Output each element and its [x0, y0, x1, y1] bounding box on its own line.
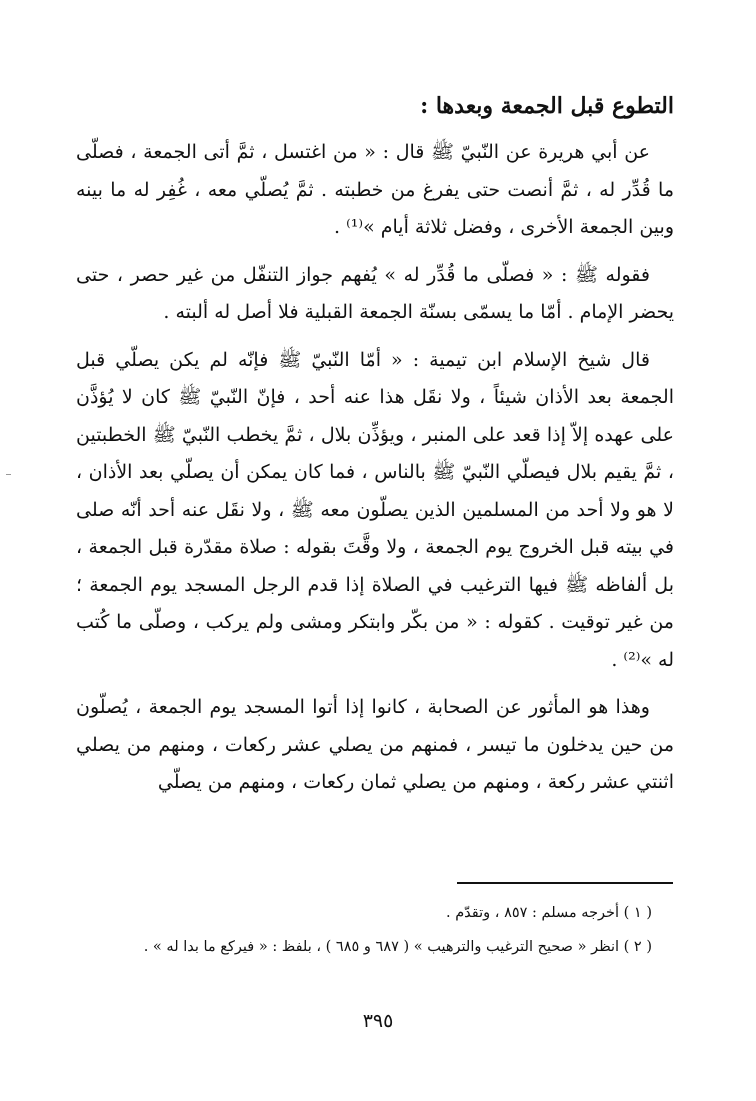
paragraph-ibn-taymiyyah — [76, 342, 674, 680]
paragraph-companions-text: وهذا هو المأثور عن الصحابة ، كانوا إذا أتوا المسجد يوم الجمعة ، يُصلّون من حين يدخلون ما تيسر ، فمنهم من يصلي عشر ركعات ، ومنهم من يصلي اثنتي عشر ركعة ، ومنهم من يصلي ثمان ركعات ، ومنهم من يصلّي — [76, 696, 674, 793]
paragraph-hadith — [76, 134, 674, 247]
page-number: ٣٩٥ — [362, 1010, 394, 1032]
paragraph-explanation-text: فقوله ﷺ : « فصلّى ما قُدِّر له » يُفهم جواز التنفّل من غير حصر ، حتى يحضر الإمام . أمّا ما يسمّى بسنّة الجمعة القبلية فلا أصل له ألبته . — [76, 263, 674, 323]
paragraph-explanation — [76, 257, 674, 332]
section-heading: التطوع قبل الجمعة وبعدها : — [420, 93, 674, 119]
footnote-1: ( ١ ) أخرجه مسلم : ٨٥٧ ، وتقدّم . — [445, 905, 652, 921]
footnotes — [60, 896, 674, 964]
scan-edge-mark — [6, 474, 11, 475]
paragraph-hadith-text: عن أبي هريرة عن النّبيّ ﷺ قال : « من اغتسل ، ثمَّ أتى الجمعة ، فصلّى ما قُدِّر له ، ثمَّ أنصت حتى يفرغ من خطبته . ثمَّ يُصلّي معه ، غُفِر له ما بينه وبين الجمعة الأخرى ، وفضل ثلاثة أيام »⁽¹⁾ . — [76, 141, 674, 238]
footnote-2: ( ٢ ) انظر « صحيح الترغيب والترهيب » ( ٦٨٧ و ٦٨٥ ) ، بلفظ : « فيركع ما بدا له » . — [143, 939, 652, 955]
paragraph-companions — [76, 689, 674, 802]
footnote-divider — [457, 882, 673, 884]
paragraph-ibn-taymiyyah-text: قال شيخ الإسلام ابن تيمية : « أمّا النّبيّ ﷺ فإنّه لم يكن يصلّي قبل الجمعة بعد الأذان شيئاً ، ولا نقَل هذا عنه أحد ، فإنّ النّبيّ ﷺ كان لا يُؤذَّن على عهده إلاّ إذا قعد على المنبر ، ويؤذِّن بلال ، ثمَّ يخطب النّبيّ ﷺ الخطبتين ، ثمَّ يقيم بلال فيصلّي النّبيّ ﷺ بالناس ، فما كان يمكن أن يصلّي بعد الأذان ، لا هو ولا أحد من المسلمين الذين يصلّون معه ﷺ ، ولا نقَل عنه أحد أنّه صلى في بيته قبل الخروج يوم الجمعة ، ولا وقَّتَ بقوله : صلاة مقدّرة قبل الجمعة ، بل ألفاظه ﷺ فيها الترغيب في الصلاة إذا قدم الرجل المسجد يوم الجمعة ؛ من غير توقيت . كقوله : « من بكّر وابتكر ومشى ولم يركب ، وصلّى ما كُتب له »⁽²⁾ . — [76, 348, 674, 671]
page-body — [76, 88, 674, 812]
